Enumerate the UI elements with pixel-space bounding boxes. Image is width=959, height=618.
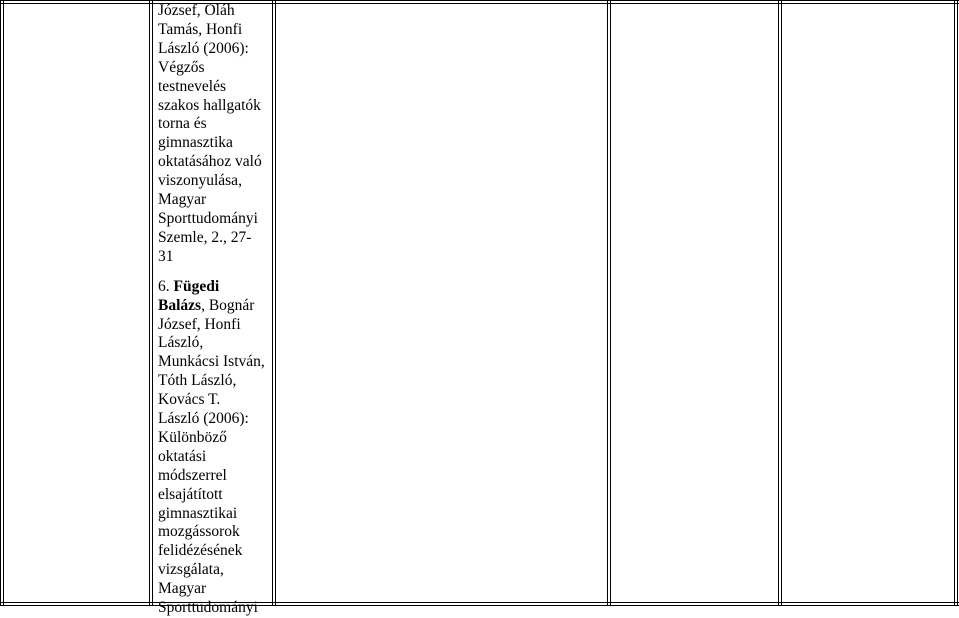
ref6-author-given-name: Balázs	[158, 296, 202, 314]
column-divider-2	[272, 0, 273, 606]
ref5-line: Tamás, Honfi	[158, 20, 243, 38]
ref5-line: gimnasztika	[158, 134, 233, 152]
ref6-number: 6.	[158, 277, 174, 295]
paragraph-gap	[158, 267, 270, 278]
ref6-line: vizsgálata,	[158, 561, 224, 579]
ref5-line: szakos hallgatók	[158, 96, 261, 114]
ref6-coauthors-start: , Bognár	[201, 296, 255, 314]
ref5-line: József, Oláh	[158, 2, 235, 19]
ref5-line: Magyar	[158, 191, 207, 209]
ref6-line: módszerrel	[158, 466, 227, 484]
column-divider-1	[149, 0, 150, 606]
ref6-line: gimnasztikai	[158, 504, 238, 522]
column-divider-3	[607, 0, 608, 606]
table-border-right	[957, 0, 958, 606]
table-border-right-inner	[954, 0, 955, 606]
column-divider-4	[778, 0, 779, 606]
ref5-line: 31	[158, 247, 174, 265]
ref6-line: elsajátított	[158, 485, 223, 503]
table-border-left	[0, 0, 1, 606]
ref6-line: László,	[158, 334, 204, 352]
ref6-second-line	[158, 297, 270, 316]
ref5-line: Végzős	[158, 58, 205, 76]
column-divider-4-inner	[781, 0, 782, 606]
table-border-top-inner	[0, 3, 959, 4]
ref5-line: oktatásához való	[158, 153, 262, 171]
column-divider-2-inner	[275, 0, 276, 606]
reference-cell	[158, 2, 270, 618]
ref5-line: viszonyulása,	[158, 172, 242, 190]
ref6-line: Különböző	[158, 428, 227, 446]
ref6-line: oktatási	[158, 447, 207, 465]
ref6-line: mozgássorok	[158, 523, 240, 541]
ref6-author-surname: Fügedi	[173, 277, 220, 295]
ref5-line: Sporttudományi	[158, 209, 258, 227]
ref5-line: torna és	[158, 115, 207, 133]
ref5-line: testnevelés	[158, 77, 227, 95]
table-border-left-inner	[3, 0, 4, 606]
ref6-line: Tóth László,	[158, 372, 237, 390]
column-divider-3-inner	[610, 0, 611, 606]
table-border-bottom	[0, 602, 959, 603]
ref5-line: Szemle, 2., 27-	[158, 228, 252, 246]
ref6-first-line	[158, 278, 270, 297]
column-divider-1-inner	[152, 0, 153, 606]
ref6-line: Magyar	[158, 580, 207, 598]
ref5-line: László (2006):	[158, 39, 249, 57]
ref6-line: József, Honfi	[158, 315, 241, 333]
ref6-line: László (2006):	[158, 410, 249, 428]
ref6-line: Kovács T.	[158, 391, 221, 409]
ref6-line: felidézésének	[158, 542, 243, 560]
ref6-line: Sporttudományi	[158, 599, 258, 617]
ref6-line: Munkácsi István,	[158, 353, 265, 371]
table-border-top	[0, 0, 959, 1]
